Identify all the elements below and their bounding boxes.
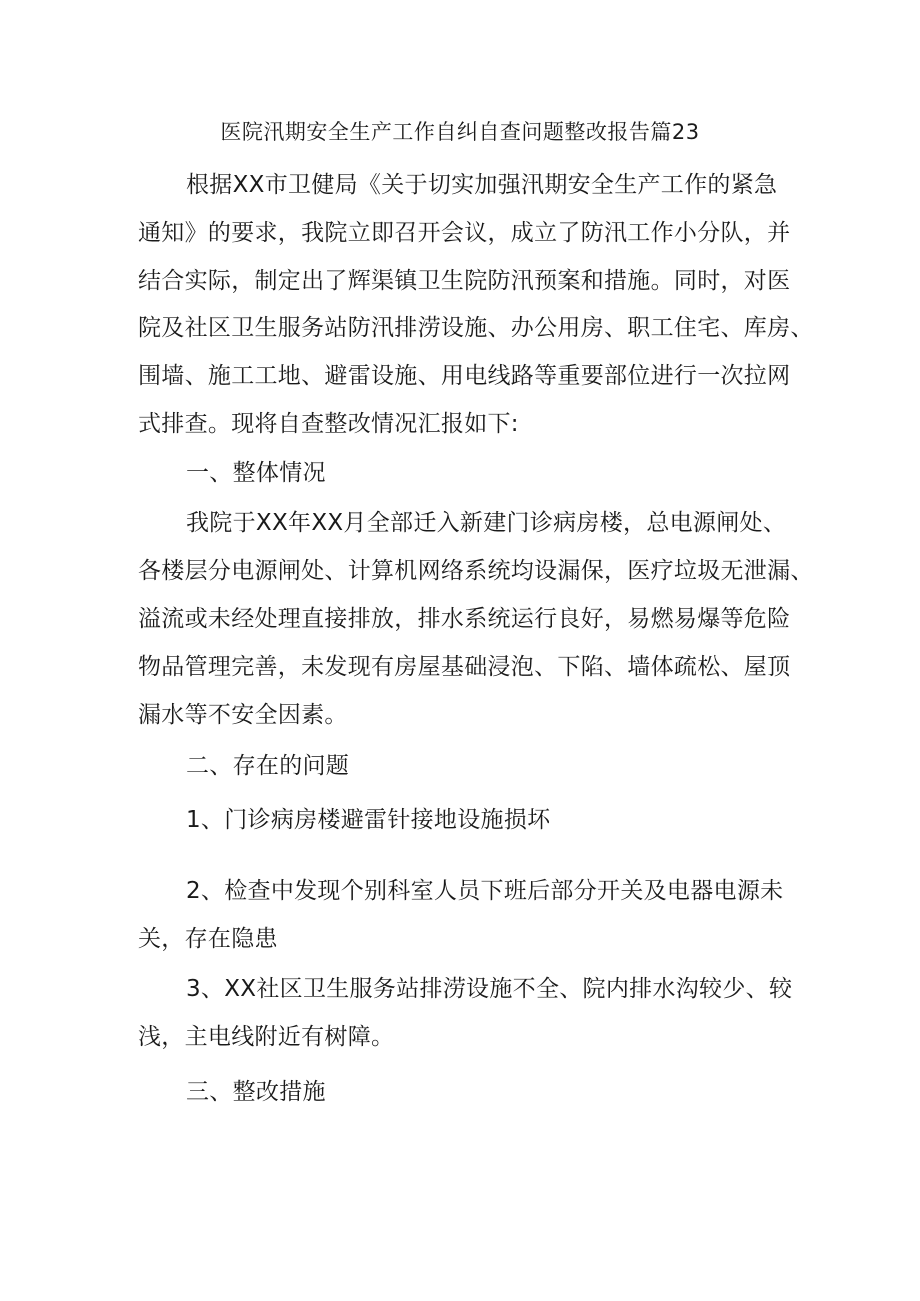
paragraph-line: 院及社区卫生服务站防汛排涝设施、办公用房、职工住宅、库房、 <box>138 315 814 341</box>
list-item: 2、检查中发现个别科室人员下班后部分开关及电器电源未 <box>186 878 784 904</box>
section-heading: 三、整改措施 <box>186 1079 326 1105</box>
list-item-continuation: 关，存在隐患 <box>138 926 278 952</box>
list-item: 1、门诊病房楼避雷针接地设施损坏 <box>186 807 551 833</box>
document-title: 医院汛期安全生产工作自纠自查问题整改报告篇23 <box>220 120 700 144</box>
list-item-continuation: 浅，主电线附近有树障。 <box>138 1024 395 1050</box>
paragraph-line: 漏水等不安全因素。 <box>138 702 348 728</box>
paragraph-line: 通知》的要求，我院立即召开会议，成立了防汛工作小分队，并 <box>138 220 791 246</box>
paragraph-line: 物品管理完善，未发现有房屋基础浸泡、下陷、墙体疏松、屋顶 <box>138 654 791 680</box>
paragraph-line: 我院于XX年XX月全部迁入新建门诊病房楼，总电源闸处、 <box>186 510 787 536</box>
paragraph-line: 溢流或未经处理直接排放，排水系统运行良好，易燃易爆等危险 <box>138 606 791 632</box>
paragraph-line: 根据XX市卫健局《关于切实加强汛期安全生产工作的紧急 <box>186 172 778 198</box>
list-item: 3、XX社区卫生服务站排涝设施不全、院内排水沟较少、较 <box>186 976 793 1002</box>
paragraph-line: 结合实际，制定出了辉渠镇卫生院防汛预案和措施。同时，对医 <box>138 268 791 294</box>
paragraph-line: 式排查。现将自查整改情况汇报如下: <box>138 411 519 437</box>
paragraph-line: 各楼层分电源闸处、计算机网络系统均设漏保，医疗垃圾无泄漏、 <box>138 558 814 584</box>
section-heading: 一、整体情况 <box>186 460 326 486</box>
section-heading: 二、存在的问题 <box>186 753 350 779</box>
paragraph-line: 围墙、施工工地、避雷设施、用电线路等重要部位进行一次拉网 <box>138 363 791 389</box>
